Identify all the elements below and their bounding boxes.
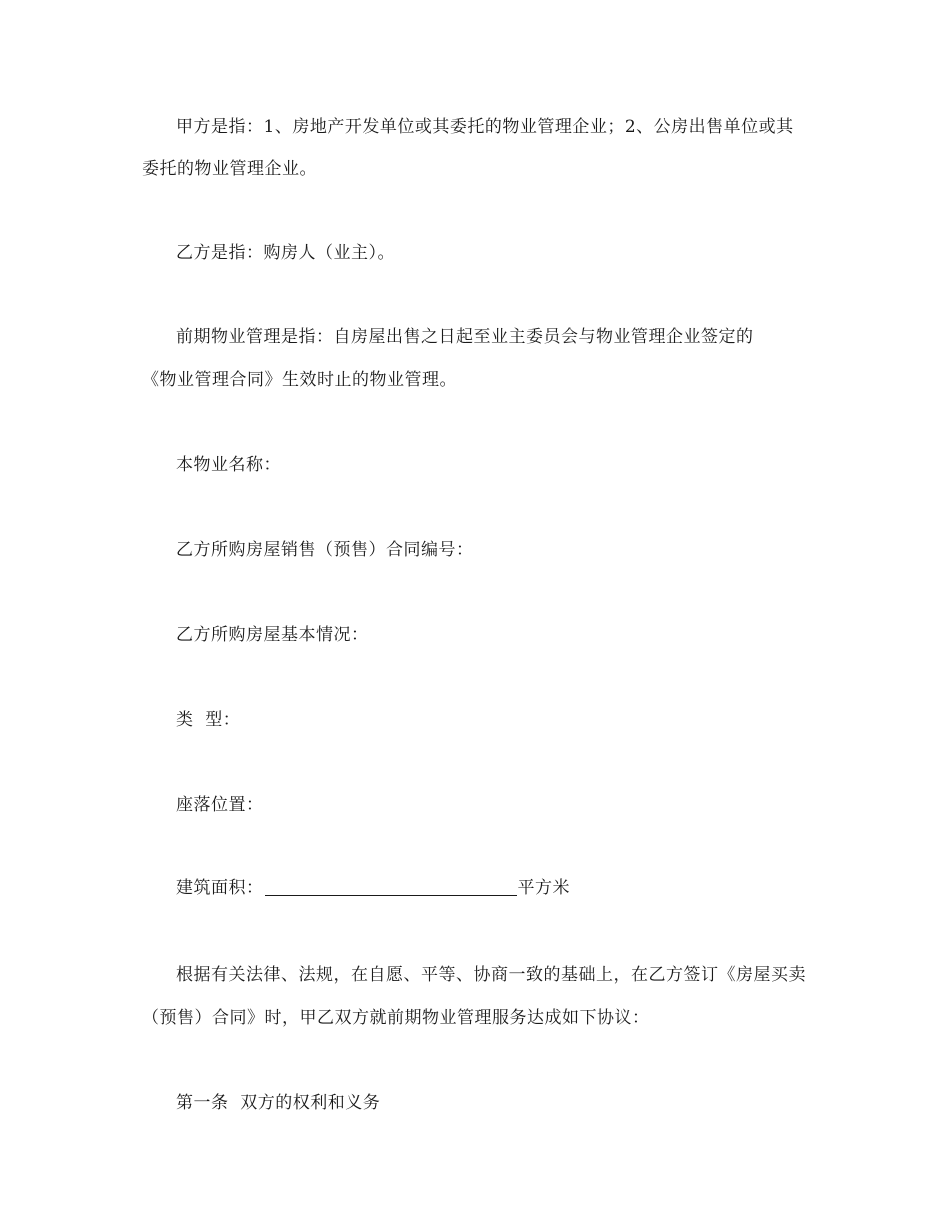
type-label: 类 型： [176,710,241,730]
house-basic-info-label: 乙方所购房屋基本情况： [176,625,369,645]
article-1-title: 第一条 双方的权利和义务 [176,1093,381,1113]
contract-number-label: 乙方所购房屋销售（预售）合同编号： [176,540,474,560]
location-label: 座落位置： [176,795,264,815]
property-name-label: 本物业名称： [176,455,281,475]
building-area-blank [265,877,517,896]
building-area-unit: 平方米 [517,878,570,898]
building-area-line [176,877,570,899]
early-management-definition-line-2: 《物业管理合同》生效时止的物业管理。 [142,370,457,390]
party-b-definition: 乙方是指：购房人（业主）。 [176,243,395,263]
building-area-label: 建筑面积： [176,878,264,898]
agreement-line-1: 根据有关法律、法规，在自愿、平等、协商一致的基础上，在乙方签订《房屋买卖 [176,965,806,985]
agreement-line-2: （预售）合同》时，甲乙双方就前期物业管理服务达成如下协议： [142,1008,650,1028]
party-a-definition-line-1: 甲方是指：1、房地产开发单位或其委托的物业管理企业；2、公房出售单位或其 [176,117,794,137]
early-management-definition-line-1: 前期物业管理是指：自房屋出售之日起至业主委员会与物业管理企业签定的 [176,327,754,347]
party-a-definition-line-2: 委托的物业管理企业。 [142,159,317,179]
